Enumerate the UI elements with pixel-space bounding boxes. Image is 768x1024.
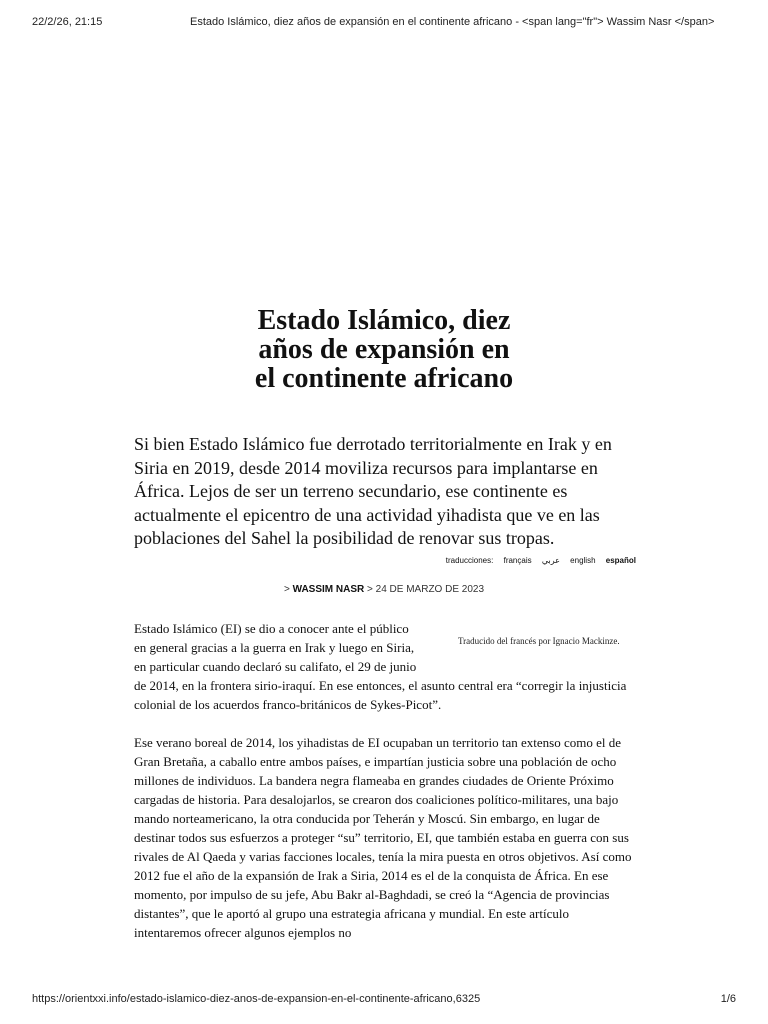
publication-date: 24 DE MARZO DE 2023 [375,584,485,595]
translator-note: Traducido del francés por Ignacio Mackinze. [458,636,620,646]
article-title-line: Estado Islámico, diez [257,305,511,336]
translation-link-es[interactable]: español [605,556,636,565]
translation-link-fr[interactable]: français [503,556,532,565]
article-lead: Si bien Estado Islámico fue derrotado territorialmente en Irak y en Siria en 2019, desde 2014 moviliza recursos para implantarse en África. Lejos de ser un terreno secundario, ese continente es actualmente el epicentro de una actividad yihadista que ve en las poblaciones del Sahel la posibilidad de renovar sus tropas. [134,434,612,548]
print-url: https://orientxxi.info/estado-islamico-diez-anos-de-expansion-en-el-continente-africano,6325 [32,993,481,1005]
print-datetime: 22/2/26, 21:15 [32,16,103,28]
byline-prefix: > [283,584,290,595]
article-paragraph: Estado Islámico (EI) se dio a conocer ante el público en general gracias a la guerra en Irak y luego en Siria, en particular cuando declaró su califato, el 29 de junio de 2014, en la frontera sirio-iraquí. En ese entonces, el asunto central era “corregir la injusticia colonial de los acuerdos franco-británicos de Sykes-Picot”. [134,621,627,712]
print-header [32,16,736,30]
translations-label: traducciones: [445,556,494,565]
article-title-line: el continente africano [254,363,514,394]
translations-bar [446,556,636,565]
translation-link-en[interactable]: english [570,556,596,565]
byline [0,584,768,595]
article-title [134,306,634,393]
translation-link-ar[interactable]: عربي [541,556,560,565]
byline-separator: > [367,584,373,595]
article-title-line: años de expansión en [258,334,510,365]
author-link[interactable]: WASSIM NASR [292,584,365,595]
article-body [134,619,634,961]
article-paragraph: Ese verano boreal de 2014, los yihadistas de EI ocupaban un territorio tan extenso como el de Gran Bretaña, a caballo entre ambos países, e impartían justicia sobre una población de ocho millones de individuos. La bandera negra flameaba en grandes ciudades de Oriente Próximo cargadas de historia. Para desalojarlos, se crearon dos coaliciones político-militares, una bajo mando norteamericano, la otra conducida por Teherán y Moscú. Sin embargo, en lugar de destinar todos sus esfuerzos a proteger “su” territorio, EI, que también estaba en guerra con sus rivales de Al Qaeda y varias facciones locales, tenía la mira puesta en otros objetivos. Así como 2012 fue el año de la expansión de Irak a Siria, 2014 es el de la conquista de África. En ese momento, por impulso de su jefe, Abu Bakr al-Baghdadi, se creó la “Agencia de provincias distantes”, que le aportó al grupo una estrategia africana y mundial. En este artículo intentaremos ofrecer algunos ejemplos no [134,735,632,940]
print-footer [32,993,736,1007]
print-page-title: Estado Islámico, diez años de expansión en el continente africano - <span lang="fr"> Wassim Nasr </span> [190,16,715,28]
translator-note-spacer [418,619,634,674]
page-number: 1/6 [720,993,736,1005]
